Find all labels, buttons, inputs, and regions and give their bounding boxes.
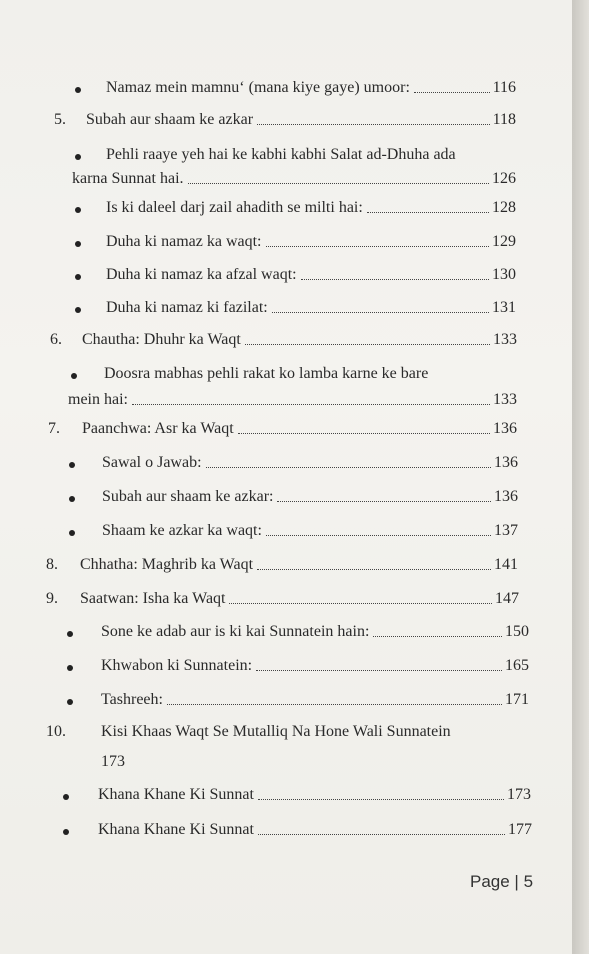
toc-entry-page: 141 (494, 556, 518, 573)
book-edge (572, 0, 589, 954)
toc-entry-title: Chhatha: Maghrib ka Waqt (80, 556, 254, 573)
dot-leader (206, 466, 491, 468)
toc-entry-number: 6. (50, 331, 62, 348)
toc-entry-number: 10. (46, 723, 66, 740)
bullet-icon (69, 530, 75, 536)
toc-entry (60, 820, 532, 840)
toc-entry-title: Sawal o Jawab: (102, 454, 202, 471)
dot-leader (373, 635, 502, 637)
bullet-icon (75, 307, 81, 313)
toc-entry (66, 521, 518, 541)
dot-leader (257, 123, 490, 125)
toc-entry (60, 785, 531, 805)
toc-entry-title: Duha ki namaz ka waqt: (106, 233, 262, 250)
toc-entry-page: 171 (505, 691, 529, 708)
dot-leader (272, 311, 489, 313)
bullet-icon (75, 241, 81, 247)
bullet-icon (75, 274, 81, 280)
toc-entry-number: 8. (46, 556, 58, 573)
toc-entry-title: Pehli raaye yeh hai ke kabhi kabhi Salat ad-Dhuha ada (106, 146, 456, 163)
toc-entry-title: Saatwan: Isha ka Waqt (80, 590, 226, 607)
dot-leader (258, 833, 505, 835)
bullet-icon (71, 373, 77, 379)
toc-entry-title: Sone ke adab aur is ki kai Sunnatein hain: (101, 623, 370, 640)
toc-entry-title: Doosra mabhas pehli rakat ko lamba karne ke bare (104, 365, 429, 382)
toc-entry-title: Khana Khane Ki Sunnat (98, 821, 254, 838)
toc-entry-title: Is ki daleel darj zail ahadith se milti hai: (106, 199, 363, 216)
toc-entry (72, 265, 516, 285)
toc-entry (72, 298, 516, 318)
toc-entry-title: Duha ki namaz ki fazilat: (106, 299, 268, 316)
toc-entry (46, 722, 530, 772)
dot-leader (132, 403, 490, 405)
toc-entry (72, 232, 516, 252)
dot-leader (266, 534, 491, 536)
toc-entry-title: Duha ki namaz ka afzal waqt: (106, 266, 297, 283)
toc-entry-title-cont: karna Sunnat hai. (72, 170, 184, 187)
toc-entry-number: 5. (54, 111, 66, 128)
toc-entry-number: 9. (46, 590, 58, 607)
dot-leader (238, 432, 490, 434)
toc-entry-title: Tashreeh: (101, 691, 163, 708)
toc-entry-page: 136 (493, 420, 517, 437)
toc-entry (66, 487, 518, 507)
toc-entry-page: 133 (493, 331, 517, 348)
dot-leader (256, 669, 502, 671)
bullet-icon (75, 207, 81, 213)
dot-leader (167, 703, 502, 705)
toc-entry (68, 364, 517, 410)
dot-leader (258, 798, 504, 800)
toc-entry-page: 173 (101, 753, 125, 770)
bullet-icon (67, 665, 73, 671)
toc-entry-page: 150 (505, 623, 529, 640)
toc-entry-title: Khana Khane Ki Sunnat (98, 786, 254, 803)
toc-entry-page: 118 (492, 111, 516, 128)
toc-entry (54, 110, 516, 130)
toc-entry-page: 126 (492, 170, 516, 187)
bullet-icon (63, 794, 69, 800)
toc-entry (72, 78, 516, 98)
toc-entry-title: Kisi Khaas Waqt Se Mutalliq Na Hone Wali Sunnatein (101, 723, 451, 740)
toc-entry-title: Subah aur shaam ke azkar (86, 111, 254, 128)
toc-entry-page: 133 (493, 391, 517, 408)
toc-entry-title: Subah aur shaam ke azkar: (102, 488, 274, 505)
toc-entry-page: 165 (505, 657, 529, 674)
dot-leader (414, 91, 490, 93)
toc-entry-title: Paanchwa: Asr ka Waqt (82, 420, 234, 437)
toc-entry (72, 198, 516, 218)
bullet-icon (75, 154, 81, 160)
bullet-icon (67, 699, 73, 705)
toc-entry-page: 173 (507, 786, 531, 803)
dot-leader (188, 182, 489, 184)
toc-entry-title: Chautha: Dhuhr ka Waqt (82, 331, 241, 348)
toc-entry (64, 690, 529, 710)
dot-leader (229, 602, 492, 604)
bullet-icon (69, 462, 75, 468)
bullet-icon (67, 631, 73, 637)
toc-entry (72, 145, 516, 189)
bullet-icon (75, 87, 81, 93)
toc-entry (48, 419, 517, 439)
toc-entry-number: 7. (48, 420, 60, 437)
toc-entry-page: 128 (492, 199, 516, 216)
toc-entry (64, 656, 529, 676)
toc-entry-page: 130 (492, 266, 516, 283)
toc-entry-title-cont: mein hai: (68, 391, 128, 408)
toc-entry (64, 622, 529, 642)
bullet-icon (63, 829, 69, 835)
toc-entry (50, 330, 517, 350)
toc-entry (46, 589, 519, 609)
toc-entry-page: 116 (492, 79, 516, 96)
dot-leader (257, 568, 491, 570)
toc-entry-page: 136 (494, 488, 518, 505)
page-footer: Page | 5 (470, 872, 534, 891)
bullet-icon (69, 496, 75, 502)
toc-entry-title: Shaam ke azkar ka waqt: (102, 522, 262, 539)
dot-leader (301, 278, 489, 280)
toc-entry-page: 137 (494, 522, 518, 539)
toc-entry (66, 453, 518, 473)
dot-leader (367, 211, 489, 213)
toc-entry-page: 147 (495, 590, 519, 607)
dot-leader (266, 245, 490, 247)
toc-entry-page: 129 (492, 233, 516, 250)
dot-leader (277, 500, 491, 502)
toc-entry (46, 555, 518, 575)
toc-entry-page: 177 (508, 821, 532, 838)
toc-entry-title: Khwabon ki Sunnatein: (101, 657, 253, 674)
toc-entry-page: 131 (492, 299, 516, 316)
toc-entry-page: 136 (494, 454, 518, 471)
toc-entry-title: Namaz mein mamnu‘ (mana kiye gaye) umoor: (106, 79, 410, 96)
dot-leader (245, 343, 490, 345)
